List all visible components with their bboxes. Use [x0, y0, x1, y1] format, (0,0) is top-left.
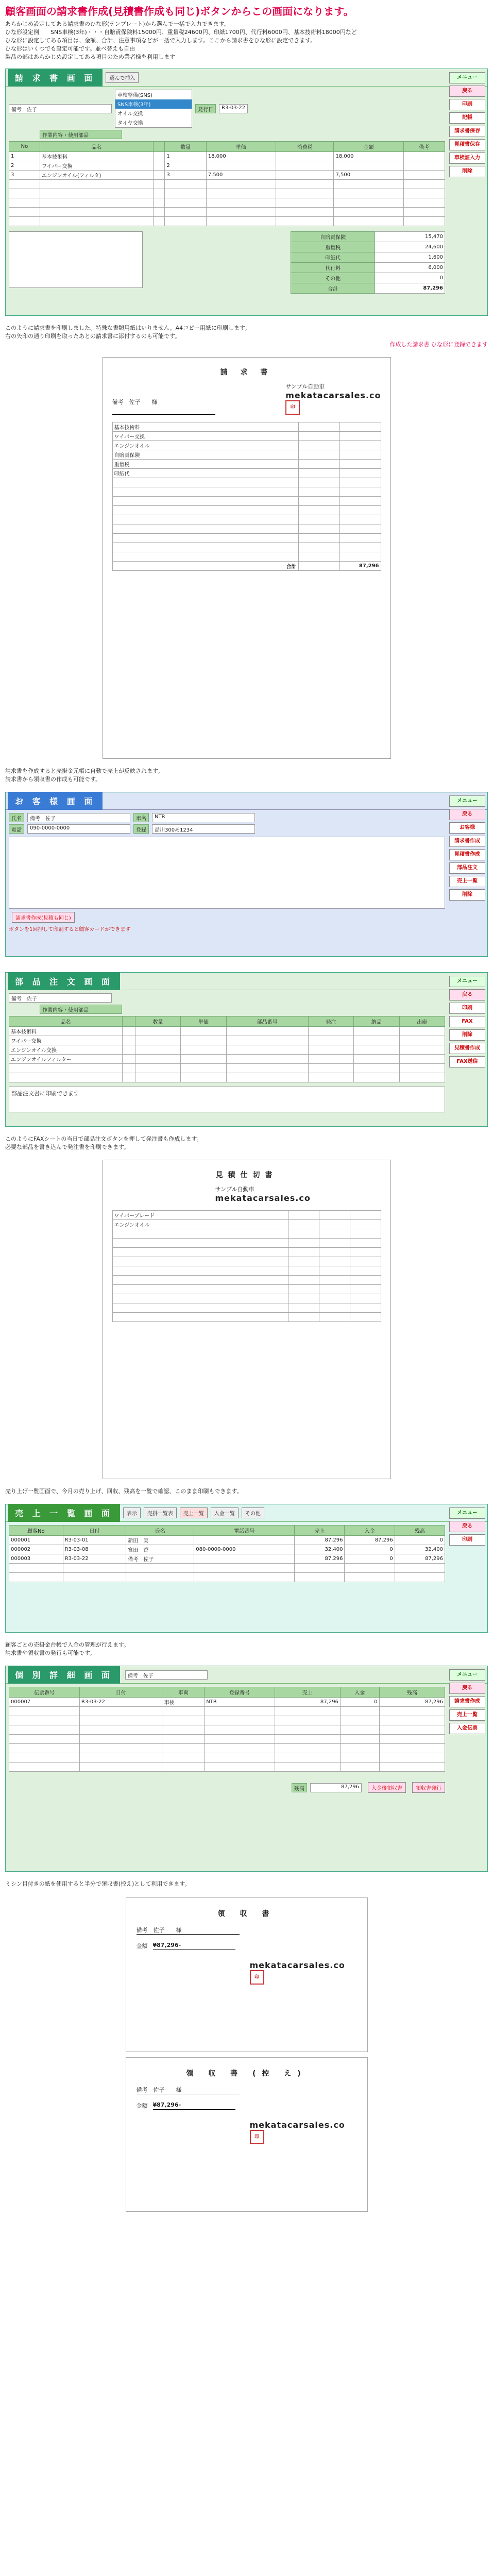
col-header: 日付 — [63, 1526, 126, 1536]
total-value: 87,296 — [375, 283, 445, 294]
post-button[interactable]: 記帳 — [449, 112, 485, 124]
customer-window: お 客 様 画 面 メニュー 戻る お客様 請求書作成 見積書作成 部品注文 売上一覧 削除 氏名 備考 佐子 車名 NTR 電話 090-0000-0000 登録 品川300あ1234 請求書作成(見積も同じ) ボタンを1回押して印刷すると顧客カードができます — [5, 792, 488, 957]
intro-line: ひな形はいくつでも設定可能です。並べ替えも自由 — [5, 45, 135, 52]
order-table — [112, 1210, 381, 1322]
cell: R3-03-22 — [79, 1698, 162, 1707]
total-value: 15,470 — [375, 232, 445, 242]
intro — [0, 0, 493, 64]
delete-button[interactable]: 削除 — [449, 166, 485, 177]
cell: 87,296 — [379, 1698, 445, 1707]
note-line: 必要な部品を書き込んで発注書を印刷できます。 — [5, 1144, 130, 1150]
cell[interactable]: 基本技術料 — [9, 1027, 123, 1036]
stamp-icon: 印 — [285, 400, 300, 415]
menu-button[interactable]: メニュー — [449, 72, 485, 83]
doc-customer: 備考 佐子 様 — [112, 382, 215, 415]
table-row[interactable] — [9, 1055, 445, 1064]
cell: R3-03-08 — [63, 1545, 126, 1554]
customer-field[interactable]: 備考 佐子 — [125, 1670, 208, 1680]
total-value: 1,600 — [375, 252, 445, 263]
create-estimate-button[interactable]: 見積書作成 — [449, 849, 485, 860]
note-line: このように請求書を印刷しました。特殊な書類用紙はいりません。A4コピー用紙に印刷します。 — [5, 325, 250, 331]
print-button[interactable]: 印刷 — [449, 1003, 485, 1014]
stamp-icon: 印 — [250, 2130, 264, 2144]
note5 — [0, 1637, 493, 1662]
tab-sales[interactable]: 売上一覧 — [180, 1507, 208, 1518]
balance-value: 87,296 — [310, 1783, 362, 1792]
cell: 新田 実 — [126, 1536, 194, 1545]
parts-title: 部 品 注 文 画 面 — [8, 972, 120, 990]
print-button[interactable]: 印刷 — [449, 99, 485, 110]
doc-title: 見積仕切書 — [215, 1171, 278, 1179]
cell: 000002 — [9, 1545, 63, 1554]
col-header: 伝票番号 — [9, 1687, 80, 1698]
issue-receipt-button[interactable]: 領収書発行 — [412, 1782, 445, 1793]
note-line: 請求書を作成すると売掛金元帳に自動で売上が反映されます。 — [5, 768, 164, 774]
col-header: 売上 — [295, 1526, 345, 1536]
doc-row: 重量税 — [112, 460, 298, 469]
col-header: No — [9, 142, 40, 152]
doc-shop: サンプル自動車 — [215, 1186, 254, 1193]
intro-line: ひな形に設定してある項目は、金額、合計、注意事項などが一括で入力します。ここから請求書をひな形に設定できます。 — [5, 37, 316, 44]
col-header: 氏名 — [126, 1526, 194, 1536]
doc-row: 基本技術料 — [112, 422, 298, 432]
col-header: 数量 — [135, 1016, 180, 1027]
doc-row: ワイパー交換 — [112, 432, 298, 441]
table-row[interactable] — [9, 1554, 445, 1564]
col-header: 残高 — [395, 1526, 445, 1536]
receipt-after-payment-button[interactable]: 入金後領収書 — [368, 1782, 406, 1793]
template-item[interactable]: オイル交換 — [115, 109, 192, 118]
note1 — [0, 320, 493, 353]
doc-table — [112, 422, 381, 571]
customer-title: お 客 様 画 面 — [8, 792, 103, 810]
col-header: 消費税 — [276, 142, 334, 152]
customer-field[interactable]: 備考 佐子 — [9, 104, 112, 113]
receipt-document — [126, 1897, 368, 2052]
vehicle-cert-button[interactable]: 車検証入力 — [449, 152, 485, 164]
col-header: 部品番号 — [226, 1016, 308, 1027]
delete-button[interactable]: 削除 — [449, 1029, 485, 1041]
cell: 000007 — [9, 1698, 80, 1707]
total-label: 重量税 — [291, 242, 375, 252]
cell: 0 — [345, 1554, 395, 1564]
invoice-table — [9, 141, 445, 226]
template-list[interactable] — [115, 90, 192, 128]
customer-field[interactable]: 備考 佐子 — [9, 993, 112, 1003]
cell: 0 — [340, 1698, 379, 1707]
table-row[interactable] — [9, 1698, 445, 1707]
customer-name-field[interactable]: 備考 佐子 — [27, 813, 130, 822]
cell: 3 — [9, 171, 40, 180]
ledger-window — [5, 1666, 488, 1872]
cell: NTR — [205, 1698, 275, 1707]
cell: 000003 — [9, 1554, 63, 1564]
remarks-box[interactable] — [9, 231, 143, 288]
cell: 宮田 香 — [126, 1545, 194, 1554]
create-invoice-highlight-button[interactable]: 請求書作成(見積も同じ) — [12, 912, 75, 923]
receipt-brand: mekatacarsales.co — [249, 1960, 345, 1970]
note-line: 顧客ごとの売掛金台帳で入金の管理が行えます。 — [5, 1641, 130, 1648]
totals-table — [291, 231, 445, 294]
create-invoice-button[interactable]: 請求書作成 — [449, 1696, 485, 1707]
col-header: 日付 — [79, 1687, 162, 1698]
col-header — [123, 1016, 135, 1027]
cell: 87,296 — [295, 1554, 345, 1564]
doc-row: エンジンオイル — [112, 441, 298, 450]
menu-button[interactable]: メニュー — [449, 1669, 485, 1681]
table-row[interactable] — [9, 1027, 445, 1036]
total-label: その他 — [291, 273, 375, 283]
tab-payments[interactable]: 入金一覧 — [211, 1507, 239, 1518]
doc-shop: サンプル自動車 — [285, 383, 325, 390]
note-line: 右の矢印の通り印刷を取ったあとの請求書に添付するのも可能です。 — [5, 333, 181, 340]
table-row[interactable] — [9, 152, 445, 161]
balance-label: 残高 — [292, 1783, 307, 1792]
table-row[interactable] — [9, 1545, 445, 1554]
parts-window — [5, 972, 488, 1127]
doc-total: 87,296 — [339, 562, 381, 571]
cell[interactable]: ワイパー交換 — [40, 161, 153, 171]
cell — [194, 1536, 295, 1545]
menu-button[interactable]: メニュー — [449, 1507, 485, 1519]
cell[interactable]: エンジンオイル交換 — [9, 1045, 123, 1055]
parts-table — [9, 1016, 445, 1082]
create-estimate-button[interactable]: 見積書作成 — [449, 1043, 485, 1054]
create-invoice-button[interactable]: 請求書作成 — [449, 836, 485, 847]
doc-total-label: 合計 — [112, 562, 298, 571]
cell: 7,500 — [334, 171, 403, 180]
doc-row: 自賠責保険 — [112, 450, 298, 460]
cell[interactable]: 18,000 — [206, 152, 276, 161]
ledger-table — [9, 1687, 445, 1772]
amount-label: 金額 — [136, 1943, 148, 1950]
back-button[interactable]: 戻る — [449, 809, 485, 820]
cell: 87,296 — [395, 1554, 445, 1564]
note-line: 請求書から領収書の作成も可能です。 — [5, 776, 101, 783]
cell: 87,296 — [295, 1536, 345, 1545]
col-header: 登録番号 — [205, 1687, 275, 1698]
col-header: 入金 — [345, 1526, 395, 1536]
intro-title: 顧客画面の請求書作成(見積書作成も同じ)ボタンからこの画面になります。 — [5, 5, 354, 18]
note-caption: 作成した請求書 ひな形に登録できます — [389, 341, 488, 348]
cell: 2 — [9, 161, 40, 171]
sales-title: 売 上 一 覧 画 面 — [8, 1504, 120, 1522]
cell: 車検 — [162, 1698, 205, 1707]
doc-brand: mekatacarsales.co — [215, 1193, 311, 1203]
col-header: 残高 — [379, 1687, 445, 1698]
note-line: このようにFAXシートの当日で部品注文ボタンを押して発注書も作成します。 — [5, 1136, 202, 1142]
customer-button[interactable]: お客様 — [449, 822, 485, 834]
template-item[interactable]: 車検整備(SNS) — [115, 90, 192, 99]
total-label: 代行料 — [291, 263, 375, 273]
total-value: 6,000 — [375, 263, 445, 273]
col-header: 備考 — [403, 142, 445, 152]
delete-button[interactable]: 削除 — [449, 889, 485, 901]
cell: 18,000 — [334, 152, 403, 161]
total-value: 0 — [375, 273, 445, 283]
menu-button[interactable]: メニュー — [449, 976, 485, 987]
menu-button[interactable]: メニュー — [449, 795, 485, 807]
doc-title: 請 求 書 — [220, 368, 273, 377]
col-header: 顧客No — [9, 1526, 63, 1536]
cell — [194, 1554, 295, 1564]
cell: R3-03-01 — [63, 1536, 126, 1545]
col-header: 納品 — [354, 1016, 399, 1027]
total-label: 印紙代 — [291, 252, 375, 263]
sales-table — [9, 1525, 445, 1582]
template-item[interactable]: タイヤ交換 — [115, 118, 192, 127]
doc-row: エンジンオイル — [112, 1220, 288, 1229]
phone-field[interactable]: 090-0000-0000 — [27, 824, 130, 834]
back-button[interactable]: 戻る — [449, 1683, 485, 1694]
cell: 87,296 — [345, 1536, 395, 1545]
save-invoice-button[interactable]: 請求書保存 — [449, 126, 485, 137]
receipt-brand: mekatacarsales.co — [249, 2120, 345, 2130]
cell[interactable]: 3 — [165, 171, 206, 180]
tab-other[interactable]: その他 — [242, 1507, 264, 1518]
col-header: 入金 — [340, 1687, 379, 1698]
work-label: 作業内容・使用部品 — [40, 1005, 122, 1014]
note3 — [0, 1131, 493, 1156]
cell: 87,296 — [275, 1698, 340, 1707]
total-label: 合計 — [291, 283, 375, 294]
work-label: 作業内容・使用部品 — [40, 130, 122, 139]
ledger-title: 個 別 詳 細 画 面 — [8, 1666, 120, 1684]
table-row[interactable] — [9, 171, 445, 180]
col-header: 発注 — [308, 1016, 353, 1027]
date-label: 発行日 — [195, 104, 216, 113]
total-label: 自賠責保険 — [291, 232, 375, 242]
date-field[interactable]: R3-03-22 — [219, 104, 248, 113]
parts-order-button[interactable]: 部品注文 — [449, 862, 485, 874]
invoice-title: 請 求 書 画 面 — [8, 69, 103, 87]
cell: 1 — [9, 152, 40, 161]
col-header: 金額 — [334, 142, 403, 152]
fax-button[interactable]: FAX — [449, 1016, 485, 1027]
template-item[interactable]: SNS車検(3年) — [115, 99, 192, 109]
order-document — [103, 1160, 391, 1479]
cell[interactable]: ワイパー交換 — [9, 1036, 123, 1045]
note4 — [0, 1483, 493, 1500]
col-header: 単価 — [206, 142, 276, 152]
cell[interactable]: 1 — [165, 152, 206, 161]
col-header: 品名 — [40, 142, 153, 152]
save-estimate-button[interactable]: 見積書保存 — [449, 139, 485, 150]
amount-value: ¥87,296- — [153, 2102, 235, 2110]
cell: 32,400 — [395, 1545, 445, 1554]
cell: 0 — [395, 1536, 445, 1545]
back-button[interactable]: 戻る — [449, 1521, 485, 1532]
cell: 080-0000-0000 — [194, 1545, 295, 1554]
back-button[interactable]: 戻る — [449, 989, 485, 1001]
sales-list-button[interactable]: 売上一覧 — [449, 1709, 485, 1721]
note-line: ミシン目付きの紙を使用すると半分で領収書(控え)として利用できます。 — [5, 1880, 191, 1887]
cell: 備考 佐子 — [126, 1554, 194, 1564]
intro-line: 製品の部はあらかじめ設定してある項目のため業者様を利用します — [5, 54, 175, 60]
cell[interactable]: エンジンオイル(フィルタ) — [40, 171, 153, 180]
note2 — [0, 763, 493, 788]
col-header: 出庫 — [399, 1016, 445, 1027]
payment-slip-button[interactable]: 入金伝票 — [449, 1723, 485, 1734]
sales-window — [5, 1504, 488, 1633]
doc-brand: mekatacarsales.co — [285, 391, 381, 400]
cell[interactable]: 2 — [165, 161, 206, 171]
customer-detail-panel — [9, 837, 445, 909]
receipt-title: 領 収 書 — [217, 1910, 276, 1918]
customer-footer: ボタンを1回押して印刷すると顧客カードができます — [9, 927, 131, 933]
cell[interactable]: エンジンオイルフィルター — [9, 1055, 123, 1064]
col-header: 電話番号 — [194, 1526, 295, 1536]
insert-template-button[interactable]: 選んで挿入 — [106, 72, 139, 83]
receipt-copy-document — [126, 2057, 368, 2212]
sales-list-button[interactable]: 売上一覧 — [449, 876, 485, 887]
receipt-customer: 備考 佐子 様 — [137, 1926, 240, 1935]
invoice-window — [5, 69, 488, 316]
col-header — [153, 142, 165, 152]
invoice-document — [103, 357, 391, 759]
cell[interactable]: 基本技術料 — [40, 152, 153, 161]
amount-label: 金額 — [136, 2103, 148, 2109]
col-header: 数量 — [165, 142, 206, 152]
total-value: 24,600 — [375, 242, 445, 252]
col-header: 単価 — [181, 1016, 226, 1027]
cell: 0 — [345, 1545, 395, 1554]
col-header: 車両 — [162, 1687, 205, 1698]
stamp-icon: 印 — [250, 1970, 264, 1985]
print-button[interactable]: 印刷 — [449, 1534, 485, 1546]
parts-remarks[interactable]: 部品注文書に印刷できます — [9, 1087, 445, 1112]
car-field[interactable]: NTR — [152, 813, 255, 822]
table-row[interactable] — [9, 1036, 445, 1045]
cell: R3-03-22 — [63, 1554, 126, 1564]
table-row[interactable] — [9, 1045, 445, 1055]
cell[interactable]: 7,500 — [206, 171, 276, 180]
fax-send-button[interactable]: FAX送信 — [449, 1056, 485, 1067]
plate-field[interactable]: 品川300あ1234 — [152, 824, 255, 834]
tab-view[interactable]: 表示 — [123, 1507, 141, 1518]
doc-row: ワイパーブレード — [112, 1211, 288, 1220]
col-header: 品名 — [9, 1016, 123, 1027]
col-header: 売上 — [275, 1687, 340, 1698]
receipt-customer: 備考 佐子 様 — [137, 2086, 240, 2094]
cell: 000001 — [9, 1536, 63, 1545]
doc-row: 印紙代 — [112, 469, 298, 478]
back-button[interactable]: 戻る — [449, 86, 485, 97]
table-row[interactable] — [9, 1536, 445, 1545]
note-line: 売り上げ一覧画面で、今月の売り上げ、回収、残高を一覧で確認、このまま印刷もできます。 — [5, 1488, 243, 1495]
intro-line: あらかじめ設定してある請求書のひな形(テンプレート)から選んで一括で入力できます。 — [5, 21, 230, 27]
note6 — [0, 1876, 493, 1892]
tab-receivables[interactable]: 売掛一覧表 — [144, 1507, 177, 1518]
intro-line: ひな形設定例 SNS車検(3年)・・・自賠責保険料15000円、重量税24600円、印紙1700円、代行料6000円、基本技術料18000円など — [5, 29, 357, 36]
cell: 32,400 — [295, 1545, 345, 1554]
receipt-copy-title: 領 収 書 (控 え) — [186, 2070, 307, 2078]
table-row[interactable] — [9, 161, 445, 171]
amount-value: ¥87,296- — [153, 1942, 235, 1950]
note-line: 請求書や領収書の発行も可能です。 — [5, 1650, 96, 1656]
